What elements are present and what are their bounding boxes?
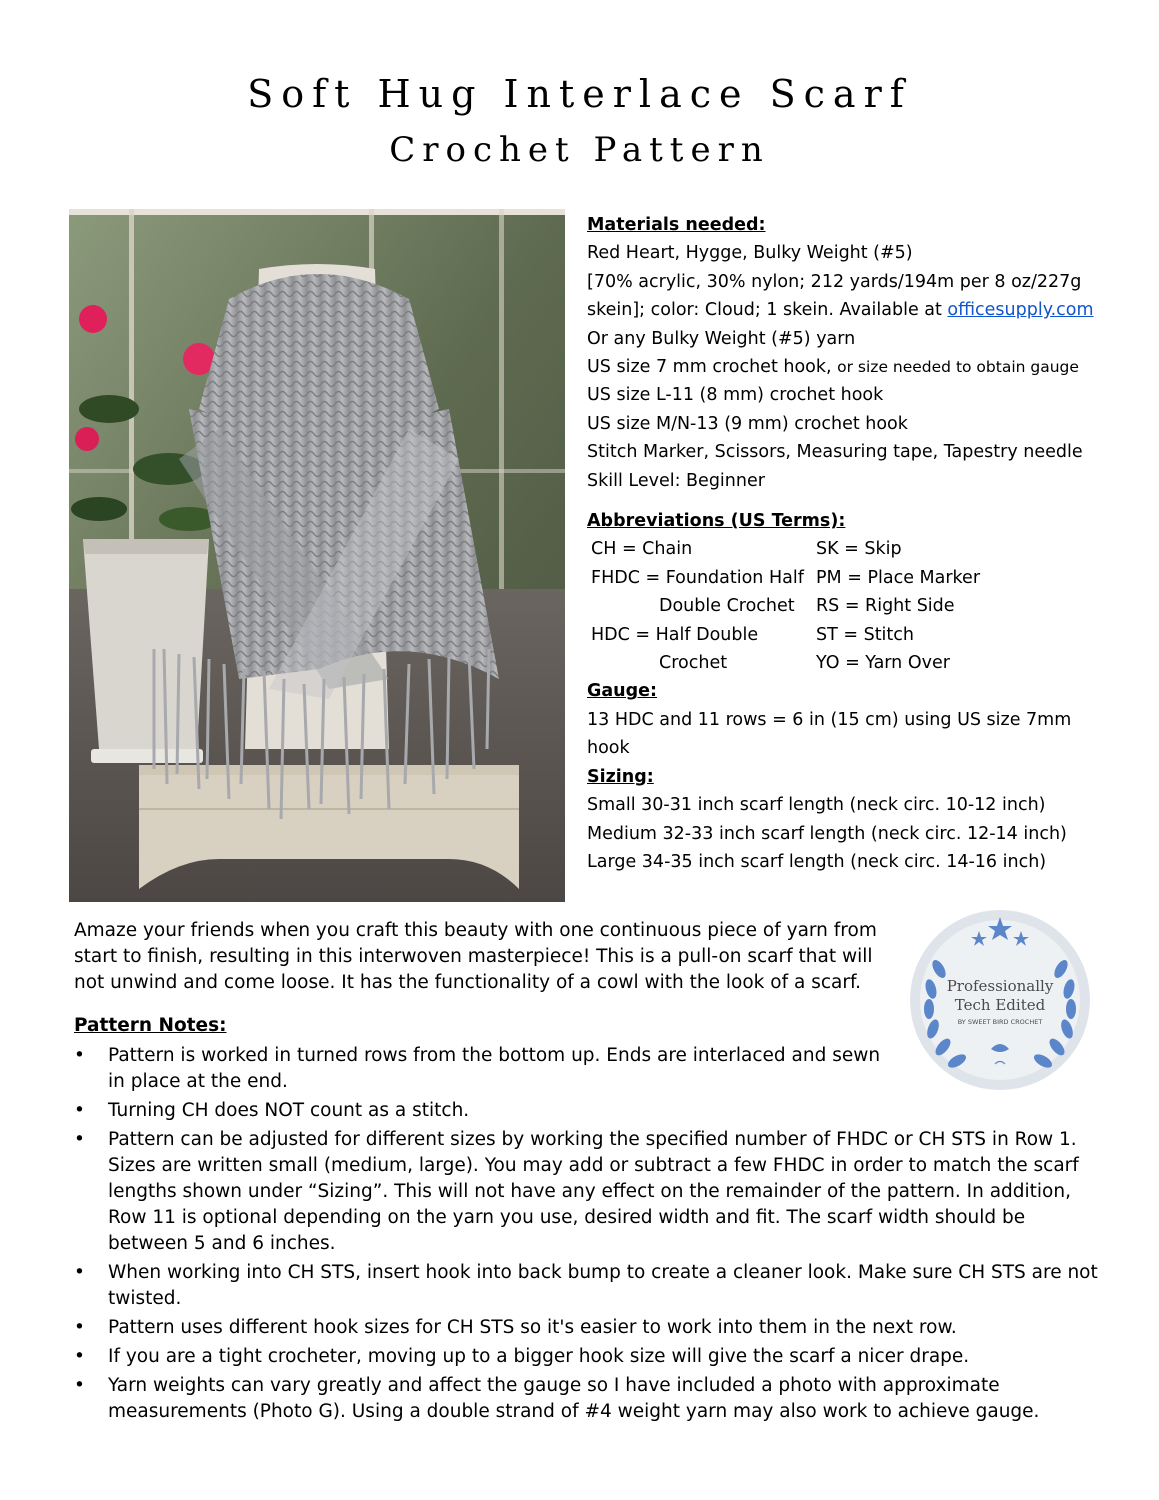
materials-heading: Materials needed: bbox=[587, 215, 766, 235]
pattern-note-text: Turning CH does NOT count as a stitch. bbox=[108, 1100, 470, 1121]
intro-line-2: start to finish, resulting in this interwoven masterpiece! This is a pull-on scarf that will bbox=[74, 946, 873, 967]
bullet-icon: • bbox=[74, 1100, 85, 1121]
abbr-sk: SK = Skip bbox=[816, 539, 902, 560]
abbr-fhdc-cont: Double Crochet bbox=[659, 596, 795, 617]
abbr-yo: YO = Yarn Over bbox=[816, 653, 950, 674]
materials-skein-text: skein]; color: Cloud; 1 skein. Available at bbox=[587, 300, 948, 321]
intro-line-1: Amaze your friends when you craft this beauty with one continuous piece of yarn from bbox=[74, 920, 877, 941]
sizing-heading: Sizing: bbox=[587, 766, 654, 787]
page-title: Soft Hug Interlace Scarf bbox=[247, 72, 912, 116]
badge-line-1: Professionally bbox=[946, 977, 1054, 995]
bullet-icon: • bbox=[74, 1346, 85, 1367]
abbr-rs: RS = Right Side bbox=[816, 596, 955, 617]
pattern-note bbox=[74, 1127, 1104, 1257]
abbr-hdc: HDC = Half Double bbox=[591, 624, 759, 645]
badge-line-3: BY SWEET BIRD CROCHET bbox=[957, 1018, 1043, 1026]
sizing-large: Large 34-35 inch scarf length (neck circ. 14-16 inch) bbox=[587, 851, 1047, 872]
intro-paragraph bbox=[74, 918, 894, 996]
badge-line-2: Tech Edited bbox=[954, 996, 1046, 1014]
sizing-medium: Medium 32-33 inch scarf length (neck circ. 12-14 inch) bbox=[587, 823, 1067, 844]
pattern-note-text: Pattern is worked in turned rows from the bottom up. Ends are interlaced and sewn in place at the end. bbox=[108, 1045, 881, 1092]
abbr-st: ST = Stitch bbox=[816, 624, 914, 645]
materials-alt-yarn: Or any Bulky Weight (#5) yarn bbox=[587, 328, 856, 349]
pattern-note-text: Yarn weights can vary greatly and affect the gauge so I have included a photo with approximate measurements (Photo G). Using a double strand of #4 weight yarn may also work to achieve gauge. bbox=[108, 1375, 1040, 1422]
scarf-photo-illustration bbox=[69, 209, 565, 902]
sizing-small: Small 30-31 inch scarf length (neck circ. 10-12 inch) bbox=[587, 795, 1046, 816]
bullet-icon: • bbox=[74, 1317, 85, 1338]
materials-yarn: Red Heart, Hygge, Bulky Weight (#5) bbox=[587, 243, 913, 264]
officesupply-link[interactable]: officesupply.com bbox=[947, 300, 1094, 321]
pattern-note bbox=[74, 1098, 1104, 1124]
materials-notions: Stitch Marker, Scissors, Measuring tape, Tapestry needle bbox=[587, 442, 1083, 463]
pattern-note bbox=[74, 1043, 888, 1095]
bullet-icon: • bbox=[74, 1129, 85, 1150]
materials-hook-9mm: US size M/N-13 (9 mm) crochet hook bbox=[587, 413, 908, 434]
pattern-note-text: When working into CH STS, insert hook into back bump to create a cleaner look. Make sure CH STS are not twisted. bbox=[108, 1262, 1098, 1309]
materials-hook-7mm-note: or size needed to obtain gauge bbox=[837, 358, 1079, 377]
skill-level: Skill Level: Beginner bbox=[587, 470, 765, 491]
page-subtitle: Crochet Pattern bbox=[389, 130, 770, 170]
materials-hook-8mm: US size L-11 (8 mm) crochet hook bbox=[587, 385, 884, 406]
bullet-icon: • bbox=[74, 1045, 85, 1066]
pattern-note bbox=[74, 1373, 1104, 1425]
pattern-note bbox=[74, 1315, 1104, 1341]
pattern-note-text: Pattern can be adjusted for different sizes by working the specified number of FHDC or CH STS in Row 1. Sizes are written small (medium, large). You may add or subtract a few FHDC in order to match the scarf lengths shown under “Sizing”. This will not have any effect on the remainder of the pattern. In addition, Row 11 is optional depending on the yarn you use, desired width and fit. The scarf width should be between 5 and 6 inches. bbox=[108, 1129, 1079, 1254]
pattern-notes-list bbox=[74, 1043, 1104, 1428]
pattern-info-column bbox=[587, 211, 1147, 876]
abbr-ch: CH = Chain bbox=[591, 539, 693, 560]
gauge-line-cont: hook bbox=[587, 738, 630, 759]
bullet-icon: • bbox=[74, 1262, 85, 1283]
pattern-notes-heading: Pattern Notes: bbox=[74, 1015, 227, 1036]
materials-hook-7mm bbox=[587, 353, 1147, 381]
pattern-note-text: Pattern uses different hook sizes for CH STS so it's easier to work into them in the next row. bbox=[108, 1317, 957, 1338]
abbreviations-heading: Abbreviations (US Terms): bbox=[587, 511, 846, 532]
scarf-photo bbox=[69, 209, 565, 902]
pattern-note-text: If you are a tight crocheter, moving up to a bigger hook size will give the scarf a nicer drape. bbox=[108, 1346, 970, 1367]
abbr-fhdc: FHDC = Foundation Half bbox=[591, 567, 804, 588]
gauge-line: 13 HDC and 11 rows = 6 in (15 cm) using US size 7mm bbox=[587, 709, 1072, 730]
materials-hook-7mm-text: US size 7 mm crochet hook, bbox=[587, 357, 838, 378]
abbr-pm: PM = Place Marker bbox=[816, 567, 981, 588]
bullet-icon: • bbox=[74, 1375, 85, 1396]
materials-skein bbox=[587, 296, 1147, 324]
abbr-hdc-cont: Crochet bbox=[659, 653, 728, 674]
pattern-note bbox=[74, 1344, 1104, 1370]
intro-line-3: not unwind and come loose. It has the functionality of a cowl with the look of a scarf. bbox=[74, 972, 861, 993]
gauge-heading: Gauge: bbox=[587, 681, 658, 702]
materials-fiber: [70% acrylic, 30% nylon; 212 yards/194m per 8 oz/227g bbox=[587, 271, 1082, 292]
pattern-note bbox=[74, 1260, 1104, 1312]
abbreviations-table bbox=[587, 535, 1147, 677]
